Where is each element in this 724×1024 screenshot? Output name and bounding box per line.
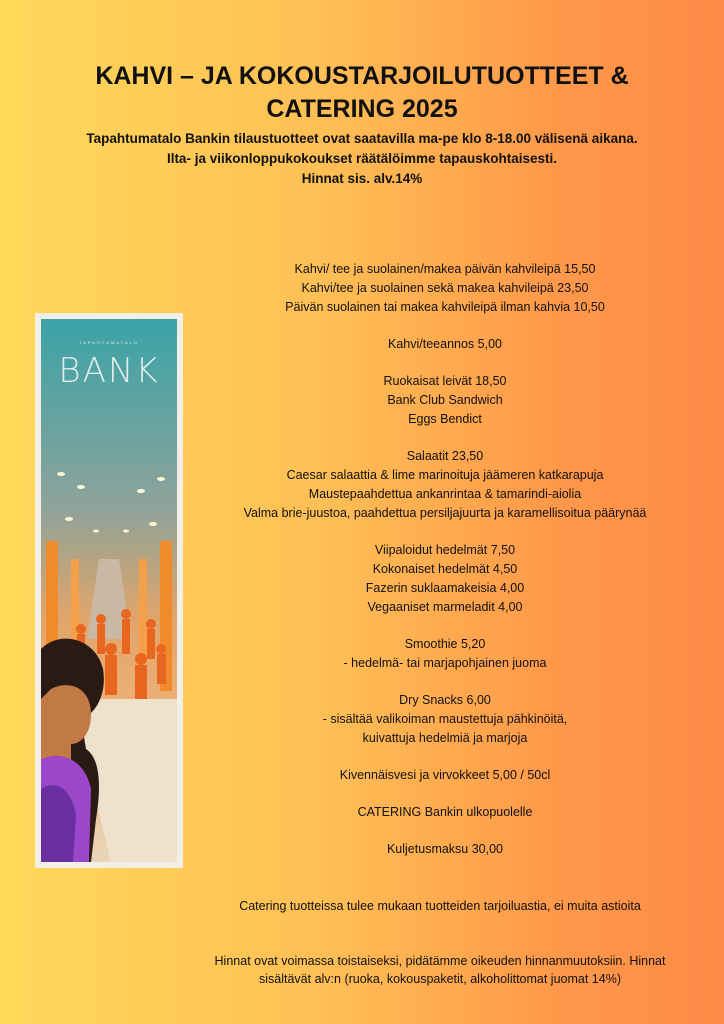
menu-group — [230, 541, 660, 617]
poster-illustration — [41, 319, 177, 862]
menu-group — [230, 635, 660, 673]
subtitle — [0, 129, 724, 189]
menu-group — [230, 335, 660, 354]
subtitle-line-2: Ilta- ja viikonloppukokoukset räätälöimme tapauskohtaisesti. — [166, 151, 558, 166]
page-title — [0, 60, 724, 126]
menu-item: Bank Club Sandwich — [387, 393, 503, 407]
subtitle-line-1: Tapahtumatalo Bankin tilaustuotteet ovat saatavilla ma-pe klo 8-18.00 välisenä aikana. — [86, 131, 638, 146]
menu-group — [230, 766, 660, 785]
menu-item: Kahvi/ tee ja suolainen/makea päivän kahvileipä 15,50 — [294, 262, 596, 276]
subtitle-line-3: Hinnat sis. alv.14% — [301, 171, 423, 186]
poster-small-text: TAPAHTUMATALO — [79, 340, 139, 345]
menu-group — [230, 840, 660, 859]
title-line-2: CATERING 2025 — [266, 95, 458, 123]
menu-item: Kuljetusmaksu 30,00 — [386, 842, 504, 856]
menu-item: Päivän suolainen tai makea kahvileipä ilman kahvia 10,50 — [285, 300, 605, 314]
menu-item: Kivennäisvesi ja virvokkeet 5,00 / 50cl — [339, 768, 551, 782]
menu-group — [230, 260, 660, 317]
menu-item: Caesar salaattia & lime marinoituja jäämeren katkarapuja — [286, 468, 604, 482]
title-line-1: KAHVI – JA KOKOUSTARJOILUTUOTTEET & — [95, 62, 629, 90]
menu-item: Smoothie 5,20 — [404, 637, 486, 651]
menu-item: Vegaaniset marmeladit 4,00 — [367, 600, 523, 614]
price-note: Hinnat ovat voimassa toistaiseksi, pidätämme oikeuden hinnanmuutoksiin. Hinnat sisältävät alv:n (ruoka, kokouspaketit, alkoholittomat juomat 14%) — [214, 954, 666, 986]
poster-brand-logo: BANK — [58, 351, 160, 391]
menu-item: Kahvi/tee ja suolainen sekä makea kahvileipä 23,50 — [301, 281, 589, 295]
menu-item: Dry Snacks 6,00 — [399, 693, 491, 707]
menu-item: Eggs Bendict — [408, 412, 482, 426]
menu-group — [230, 691, 660, 748]
menu-group — [230, 372, 660, 429]
menu-item: - sisältää valikoiman maustettuja pähkinöitä, — [322, 712, 568, 726]
menu-item: CATERING Bankin ulkopuolelle — [357, 805, 533, 819]
menu-item: Viipaloidut hedelmät 7,50 — [374, 543, 516, 557]
menu-item: Kahvi/teeannos 5,00 — [388, 337, 502, 351]
bank-poster-image — [35, 313, 183, 868]
menu-item: Kokonaiset hedelmät 4,50 — [372, 562, 518, 576]
menu-item: Maustepaahdettua ankanrintaa & tamarindi-aiolia — [308, 487, 582, 501]
menu-item: - hedelmä- tai marjapohjainen juoma — [343, 656, 547, 670]
menu-group — [230, 447, 660, 523]
catering-note: Catering tuotteissa tulee mukaan tuotteiden tarjoiluastia, ei muita astioita — [239, 899, 641, 913]
menu-group — [230, 803, 660, 822]
menu-item: Salaatit 23,50 — [406, 449, 484, 463]
menu-item: Ruokaisat leivät 18,50 — [383, 374, 507, 388]
menu-item: Fazerin suklaamakeisia 4,00 — [365, 581, 525, 595]
menu-item: Valma brie-juustoa, paahdettua persiljajuurta ja karamellisoitua päärynää — [243, 506, 647, 520]
menu-item: kuivattuja hedelmiä ja marjoja — [362, 731, 528, 745]
menu-list — [230, 260, 660, 877]
